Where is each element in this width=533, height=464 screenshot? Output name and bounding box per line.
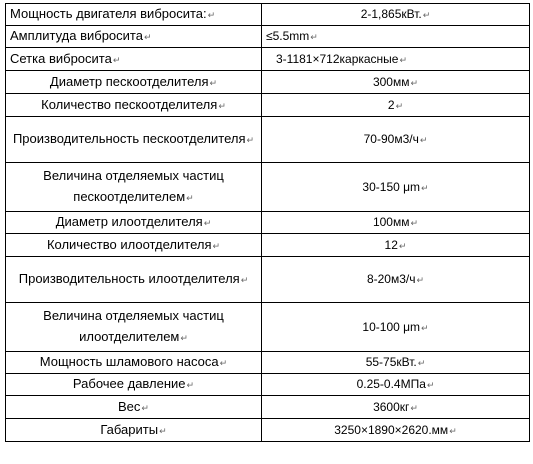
table-row — [6, 374, 530, 396]
row-value: 30-150 μm↵ — [262, 163, 530, 212]
row-value: 3-1181×712каркасные↵ — [262, 48, 530, 71]
row-label: Диаметр пескоотделителя↵ — [6, 71, 262, 94]
row-value: 3600кг↵ — [262, 396, 530, 419]
table-row — [6, 26, 530, 48]
row-label: Величина отделяемых частиц пескоотделителем↵ — [6, 163, 262, 212]
row-label: Мощность шламового насоса↵ — [6, 352, 262, 374]
paragraph-mark-icon: ↵ — [159, 425, 167, 436]
paragraph-mark-icon: ↵ — [203, 218, 212, 228]
row-value: 8-20м3/ч↵ — [262, 257, 530, 303]
row-label: Диаметр илоотделителя↵ — [6, 212, 262, 234]
paragraph-mark-icon: ↵ — [310, 32, 318, 42]
paragraph-mark-icon: ↵ — [112, 54, 121, 65]
paragraph-mark-icon: ↵ — [218, 100, 226, 111]
row-value: 0.25-0.4МПа↵ — [262, 374, 530, 396]
table-row — [6, 234, 530, 257]
table-row — [6, 94, 530, 117]
paragraph-mark-icon: ↵ — [421, 322, 429, 333]
row-value: 100мм↵ — [262, 212, 530, 234]
table-row — [6, 419, 530, 442]
paragraph-mark-icon: ↵ — [180, 333, 188, 343]
table-row — [6, 163, 530, 212]
paragraph-mark-icon: ↵ — [410, 77, 419, 88]
paragraph-mark-icon: ↵ — [416, 275, 425, 285]
row-value: ≤5.5mm↵ — [262, 26, 530, 48]
row-label: Амплитуда вибросита↵ — [6, 26, 262, 48]
row-value: 55-75кВт.↵ — [262, 352, 530, 374]
row-label: Количество илоотделителя↵ — [6, 234, 262, 257]
row-value: 3250×1890×2620.мм↵ — [262, 419, 530, 442]
table-row — [6, 48, 530, 71]
row-label: Вес↵ — [6, 396, 262, 419]
paragraph-mark-icon: ↵ — [417, 358, 426, 368]
paragraph-mark-icon: ↵ — [410, 402, 418, 413]
specs-table — [5, 3, 530, 442]
paragraph-mark-icon: ↵ — [207, 10, 216, 20]
table-row — [6, 71, 530, 94]
table-row — [6, 212, 530, 234]
paragraph-mark-icon: ↵ — [419, 135, 428, 145]
paragraph-mark-icon: ↵ — [219, 358, 228, 368]
paragraph-mark-icon: ↵ — [246, 135, 255, 145]
table-row — [6, 303, 530, 352]
table-row — [6, 117, 530, 163]
row-label: Рабочее давление↵ — [6, 374, 262, 396]
row-label: Габариты↵ — [6, 419, 262, 442]
paragraph-mark-icon: ↵ — [212, 240, 221, 251]
paragraph-mark-icon: ↵ — [395, 100, 404, 111]
table-row — [6, 396, 530, 419]
row-value: 70-90м3/ч↵ — [262, 117, 530, 163]
paragraph-mark-icon: ↵ — [426, 380, 435, 390]
row-label: Сетка вибросита↵ — [6, 48, 262, 71]
row-label: Величина отделяемых частиц илоотделителем↵ — [6, 303, 262, 352]
table-row — [6, 257, 530, 303]
paragraph-mark-icon: ↵ — [410, 218, 419, 228]
paragraph-mark-icon: ↵ — [186, 193, 194, 203]
row-label: Производительность илоотделителя↵ — [6, 257, 262, 303]
row-value: 2-1,865кВт.↵ — [262, 4, 530, 26]
row-value: 10-100 μm↵ — [262, 303, 530, 352]
paragraph-mark-icon: ↵ — [399, 54, 408, 65]
table-row — [6, 352, 530, 374]
row-label: Производительность пескоотделителя↵ — [6, 117, 262, 163]
row-label: Мощность двигателя вибросита:↵ — [6, 4, 262, 26]
row-value: 300мм↵ — [262, 71, 530, 94]
paragraph-mark-icon: ↵ — [422, 10, 431, 20]
paragraph-mark-icon: ↵ — [141, 402, 149, 413]
row-value: 12↵ — [262, 234, 530, 257]
row-label: Количество пескоотделителя↵ — [6, 94, 262, 117]
row-value: 2↵ — [262, 94, 530, 117]
paragraph-mark-icon: ↵ — [398, 240, 407, 251]
paragraph-mark-icon: ↵ — [209, 77, 218, 88]
paragraph-mark-icon: ↵ — [421, 182, 429, 193]
paragraph-mark-icon: ↵ — [240, 275, 249, 285]
table-row — [6, 4, 530, 26]
paragraph-mark-icon: ↵ — [186, 380, 195, 390]
paragraph-mark-icon: ↵ — [143, 32, 152, 42]
paragraph-mark-icon: ↵ — [449, 425, 457, 436]
